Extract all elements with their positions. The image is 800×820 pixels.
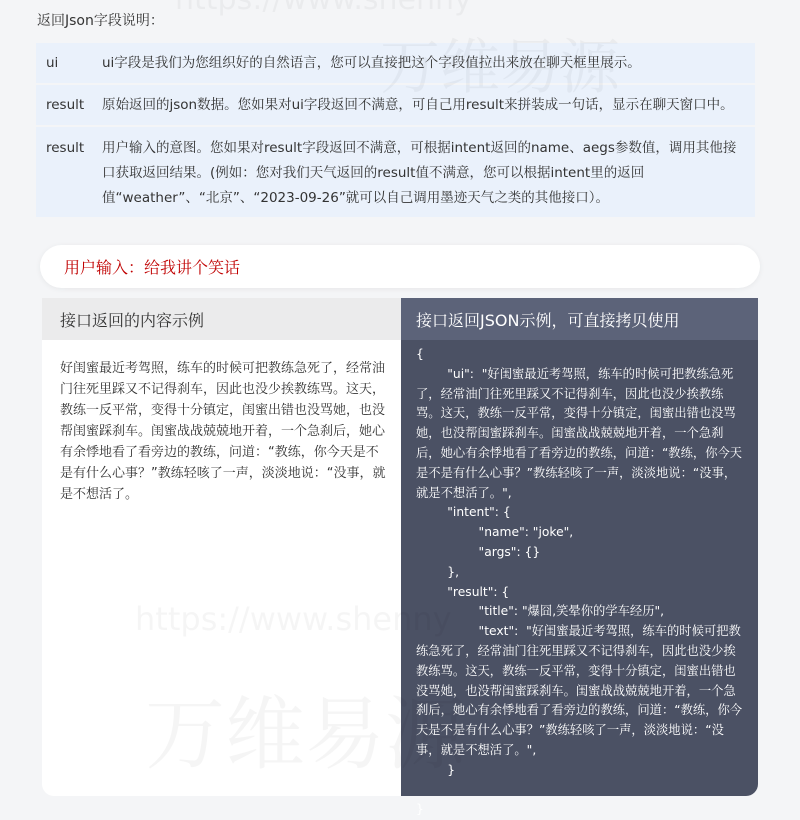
content-example-title: 接口返回的内容示例 <box>42 298 402 340</box>
field-name: result <box>46 140 85 156</box>
field-description-table <box>36 43 755 219</box>
field-description: 原始返回的json数据。您如果对ui字段返回不满意，可自己用result来拼装成一句话，显示在聊天窗口中。 <box>102 96 734 113</box>
content-example-panel <box>42 298 402 796</box>
field-row-result <box>36 85 755 127</box>
json-code-block[interactable]: { "ui": "好闺蜜最近考驾照，练车的时候可把教练急死了，经常油门往死里踩又不记得刹车，因此也没少挨教练骂。这天，教练一反平常，变得十分镇定，闺蜜出错也没骂她，也没帮闺蜜踩刹车。闺蜜战战兢兢地开着，一个急刹后，她心有余悸地看了看旁边的教练，问道：“教练，你今天是不是有什么心事？”教练轻咳了一声，淡淡地说：“没事，就是不想活了。", "intent": { "name": "joke", "args": {} }, "result": { "title": "爆囧,笑晕你的学车经历", "text": "好闺蜜最近考驾照，练车的时候可把教练急死了，经常油门往死里踩又不记得刹车，因此也没少挨教练骂。这天，教练一反平常，变得十分镇定，闺蜜出错也没骂她，也没帮闺蜜踩刹车。闺蜜战战兢兢地开着，一个急刹后，她心有余悸地看了看旁边的教练，问道：“教练，你今天是不是有什么心事？”教练轻咳了一声，淡淡地说：“没事，就是不想活了。", } } <box>416 347 743 817</box>
fields-intro: 返回Json字段说明： <box>37 13 164 29</box>
field-description: 用户输入的意图。您如果对result字段返回不满意，可根据intent返回的name、aegs参数值，调用其他接口获取返回结果。(例如：您对我们天气返回的result值不满意，您可以根据intent里的返回值“weather”、“北京”、“2023-09-26”就可以自己调用墨迹天气之类的其他接口）。 <box>102 140 737 206</box>
user-input-label: 用户输入：给我讲个笑话 <box>64 258 241 277</box>
content-example-text: 好闺蜜最近考驾照，练车的时候可把教练急死了，经常油门往死里踩又不记得刹车，因此也没少挨教练骂。这天，教练一反平常，变得十分镇定，闺蜜出错也没骂她，也没帮闺蜜踩刹车。闺蜜战战兢兢地开着，一个急刹后，她心有余悸地看了看旁边的教练，问道：“教练，你今天是不是有什么心事？”教练轻咳了一声，淡淡地说：“没事，就是不想活了。 <box>60 361 386 502</box>
field-name: result <box>46 96 85 113</box>
field-description: ui字段是我们为您组织好的自然语言，您可以直接把这个字段值拉出来放在聊天框里展示。 <box>102 54 641 71</box>
field-row-ui <box>36 43 755 85</box>
watermark-url-top <box>175 0 472 17</box>
user-input-bar <box>40 245 760 288</box>
json-example-title: 接口返回JSON示例，可直接拷贝使用 <box>401 298 758 340</box>
field-row-intent <box>36 127 755 219</box>
field-name: ui <box>46 54 59 71</box>
json-example-panel <box>401 298 758 817</box>
